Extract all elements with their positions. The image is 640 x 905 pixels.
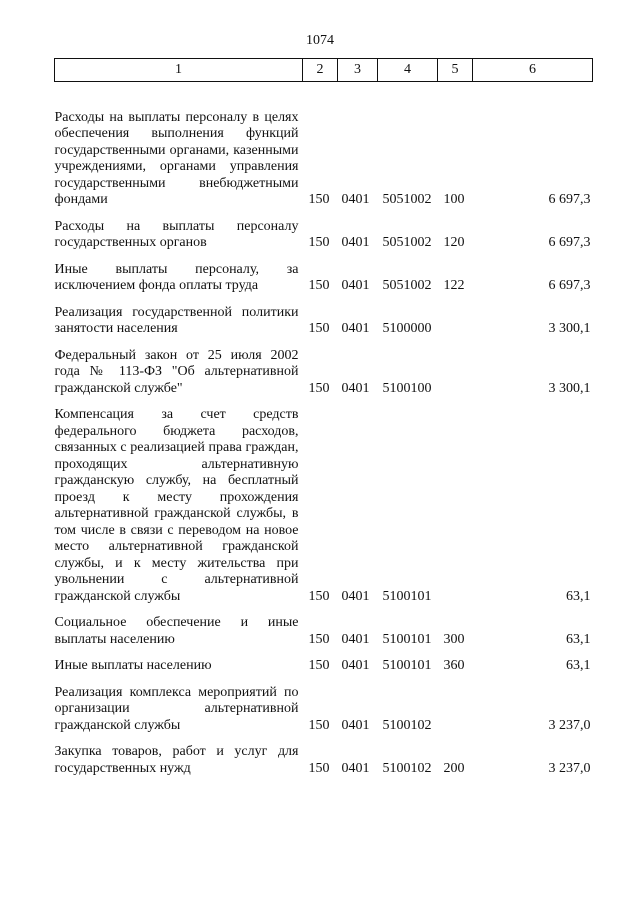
row-name: Расходы на выплаты персоналу государственных органов xyxy=(54,218,299,250)
row-ved: 150 xyxy=(308,278,330,293)
row-rz: 0401 xyxy=(341,760,370,776)
header-col-6: 6 xyxy=(473,59,593,82)
row-rz: 0401 xyxy=(341,717,370,733)
row-vr xyxy=(438,397,473,605)
row-rz: 0401 xyxy=(341,321,370,336)
row-ved: 150 xyxy=(308,192,330,207)
row-ved: 150 xyxy=(308,321,330,336)
row-rz: 0401 xyxy=(341,278,370,293)
row-ved: 150 xyxy=(308,658,330,673)
row-ved: 150 xyxy=(308,717,330,733)
header-col-3: 3 xyxy=(338,59,378,82)
row-cs: 5100000 xyxy=(382,321,432,336)
row-cs: 5100102 xyxy=(382,717,432,733)
table-row xyxy=(55,81,593,209)
row-amount: 6 697,3 xyxy=(548,278,591,293)
row-cs: 5051002 xyxy=(382,278,432,293)
row-vr: 120 xyxy=(443,235,465,250)
row-vr xyxy=(438,338,473,398)
row-ved: 150 xyxy=(308,760,330,776)
row-cs: 5051002 xyxy=(382,235,432,250)
row-rz: 0401 xyxy=(341,588,370,604)
row-cs: 5100100 xyxy=(382,380,432,396)
row-vr xyxy=(438,675,473,735)
row-amount: 6 697,3 xyxy=(548,235,591,250)
budget-table xyxy=(54,58,593,777)
row-rz: 0401 xyxy=(341,658,370,673)
page-number: 1074 xyxy=(306,33,334,48)
table-row xyxy=(55,734,593,777)
row-cs: 5100101 xyxy=(382,631,432,647)
table-row xyxy=(55,648,593,675)
row-ved: 150 xyxy=(308,380,330,396)
row-name: Реализация комплекса мероприятий по организации альтернативной гражданской службы xyxy=(54,684,299,733)
row-cs: 5100101 xyxy=(382,658,432,673)
table-header xyxy=(55,59,593,82)
row-cs: 5100101 xyxy=(382,588,432,604)
row-name: Компенсация за счет средств федерального бюджета расходов, связанных с реализацией права граждан, проходящих альтернативную гражданскую службу, на бесплатный проезд к месту прохождения альтернативной гражданской службы, в том числе в связи с переводом на новое место альтернативной гражданской службы, и к месту жительства при увольнении с альтернативной гражданской службы xyxy=(54,407,299,604)
row-name: Иные выплаты персоналу, за исключением фонда оплаты труда xyxy=(54,261,299,293)
row-name: Закупка товаров, работ и услуг для государственных нужд xyxy=(54,744,299,776)
row-vr xyxy=(438,295,473,338)
table-row xyxy=(55,338,593,398)
table-row xyxy=(55,295,593,338)
row-amount: 3 300,1 xyxy=(548,321,591,336)
row-name: Социальное обеспечение и иные выплаты населению xyxy=(54,615,299,647)
header-col-4: 4 xyxy=(378,59,438,82)
table-body xyxy=(55,81,593,777)
row-rz: 0401 xyxy=(341,380,370,396)
row-ved: 150 xyxy=(308,235,330,250)
row-cs: 5100102 xyxy=(382,760,432,776)
row-cs: 5051002 xyxy=(382,192,432,207)
row-amount: 3 237,0 xyxy=(548,760,591,776)
table-row xyxy=(55,605,593,648)
row-amount: 63,1 xyxy=(566,658,591,673)
table-row xyxy=(55,209,593,252)
header-col-2: 2 xyxy=(303,59,338,82)
row-vr: 122 xyxy=(443,278,465,293)
header-col-5: 5 xyxy=(438,59,473,82)
row-vr: 360 xyxy=(443,658,465,673)
table-row xyxy=(55,252,593,295)
row-amount: 6 697,3 xyxy=(548,192,591,207)
row-name: Расходы на выплаты персоналу в целях обеспечения выполнения функций государственными органами, казенными учреждениями, органами управления государственными внебюджетными фондами xyxy=(54,109,299,207)
table-row xyxy=(55,397,593,605)
row-amount: 63,1 xyxy=(566,588,591,604)
row-rz: 0401 xyxy=(341,235,370,250)
row-amount: 63,1 xyxy=(566,631,591,647)
header-col-1: 1 xyxy=(55,59,303,82)
header-row xyxy=(55,59,593,82)
row-vr: 200 xyxy=(443,760,465,776)
row-name: Иные выплаты населению xyxy=(54,658,212,673)
row-ved: 150 xyxy=(308,631,330,647)
row-amount: 3 237,0 xyxy=(548,717,591,733)
row-rz: 0401 xyxy=(341,631,370,647)
table-row xyxy=(55,675,593,735)
row-amount: 3 300,1 xyxy=(548,380,591,396)
row-vr: 300 xyxy=(443,631,465,647)
row-ved: 150 xyxy=(308,588,330,604)
row-vr: 100 xyxy=(443,192,465,207)
row-name: Реализация государственной политики занятости населения xyxy=(54,304,299,336)
row-name: Федеральный закон от 25 июля 2002 года № 113-ФЗ "Об альтернативной гражданской службе" xyxy=(54,347,299,396)
row-rz: 0401 xyxy=(341,192,370,207)
